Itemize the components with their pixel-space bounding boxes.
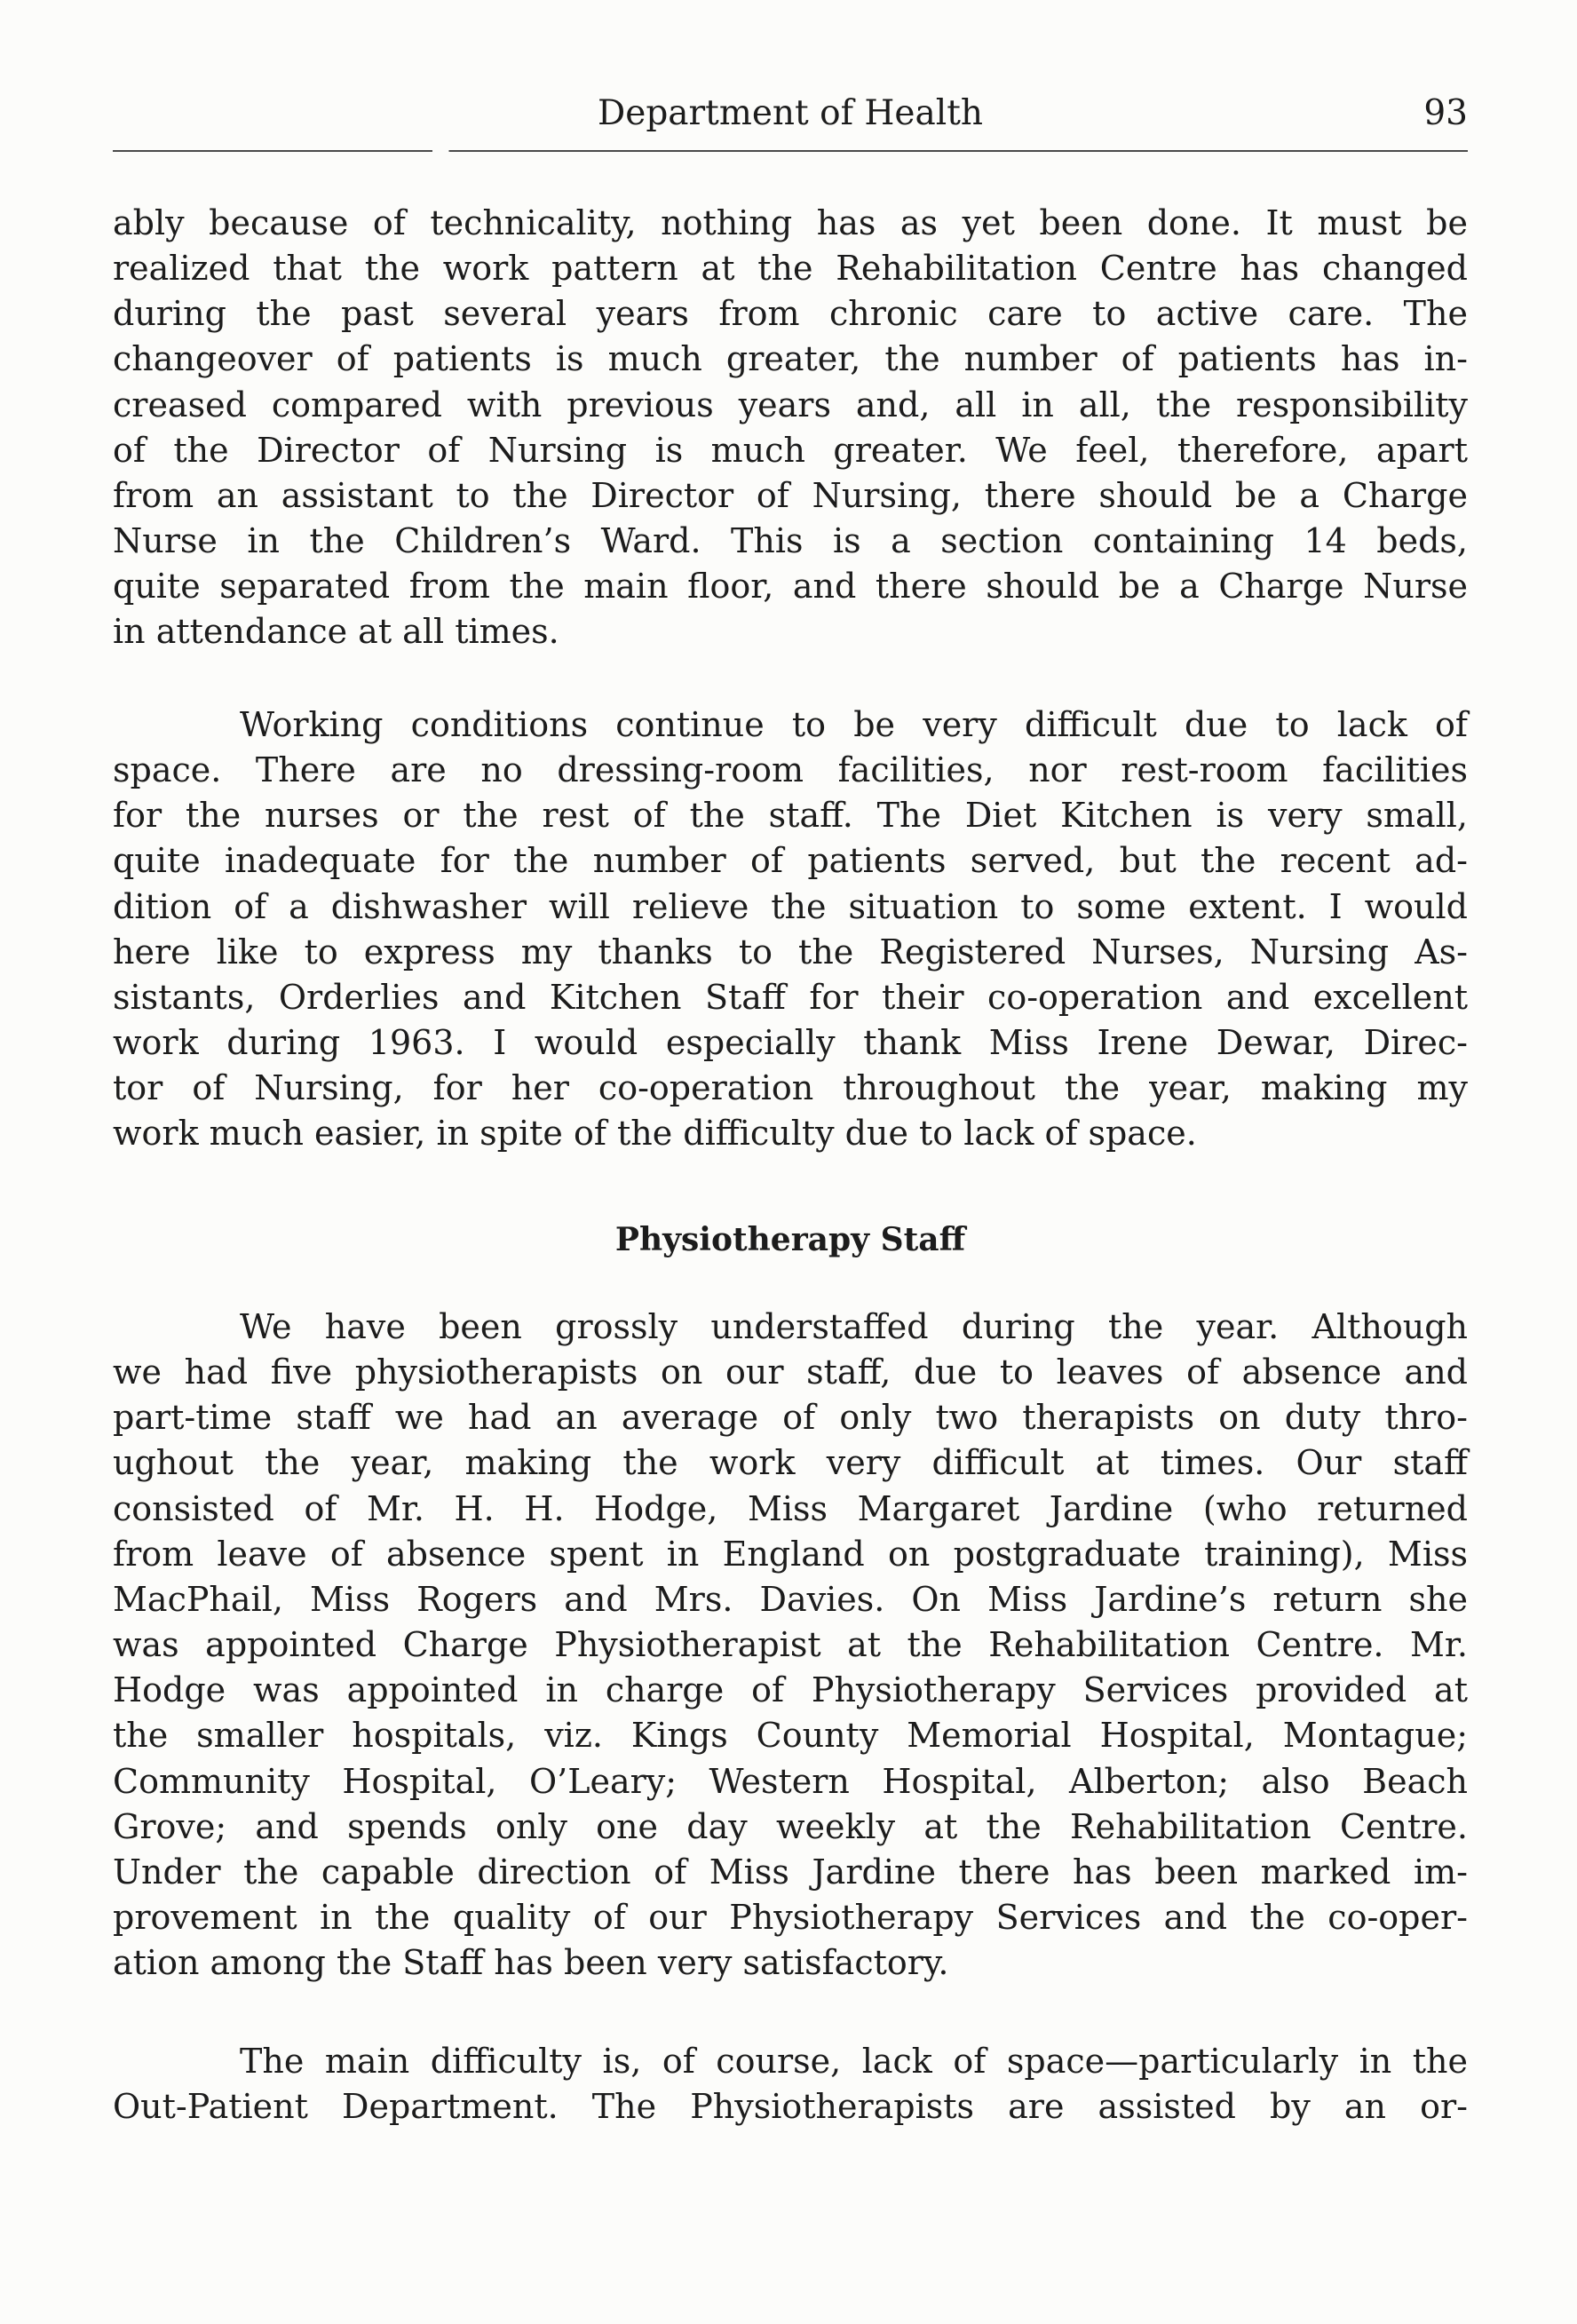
text-line: realized that the work pattern at the Rehabilitation Centre has changed xyxy=(113,249,1468,289)
text-line: Nurse in the Children’s Ward. This is a section containing 14 beds, xyxy=(113,521,1468,561)
text-line: the smaller hospitals, viz. Kings County Memorial Hospital, Montague; xyxy=(113,1716,1468,1756)
text-line: dition of a dishwasher will relieve the situation to some extent. I would xyxy=(113,886,1468,926)
text-line: creased compared with previous years and, all in all, the responsibility xyxy=(113,385,1468,424)
text-line: for the nurses or the rest of the staff. The Diet Kitchen is very small, xyxy=(113,796,1468,836)
text-line: We have been grossly understaffed during the year. Although xyxy=(240,1307,1468,1346)
text-line: Under the capable direction of Miss Jardine there has been marked im- xyxy=(113,1852,1468,1892)
text-line: work during 1963. I would especially thank Miss Irene Dewar, Direc- xyxy=(113,1023,1468,1063)
text-line: from leave of absence spent in England on postgraduate training), Miss xyxy=(113,1534,1468,1574)
text-line: sistants, Orderlies and Kitchen Staff for their co-operation and excellent xyxy=(113,977,1468,1017)
text-line: ation among the Staff has been very satisfactory. xyxy=(113,1943,949,1983)
text-line: Out-Patient Department. The Physiotherapists are assisted by an or- xyxy=(113,2087,1468,2127)
text-line: during the past several years from chronic care to active care. The xyxy=(113,294,1468,334)
page-number: 93 xyxy=(1423,93,1468,133)
text-line: consisted of Mr. H. H. Hodge, Miss Margaret Jardine (who returned xyxy=(113,1488,1468,1528)
text-line: ably because of technicality, nothing has as yet been done. It must be xyxy=(113,203,1468,242)
text-line: in attendance at all times. xyxy=(113,612,559,652)
text-line: from an assistant to the Director of Nursing, there should be a Charge xyxy=(113,475,1468,515)
text-line: changeover of patients is much greater, the number of patients has in- xyxy=(113,339,1468,379)
text-line: MacPhail, Miss Rogers and Mrs. Davies. On Miss Jardine’s return she xyxy=(113,1579,1468,1619)
running-head xyxy=(113,91,1468,137)
header-rule xyxy=(113,150,1468,152)
text-line: we had five physiotherapists on our staff, due to leaves of absence and xyxy=(113,1352,1468,1392)
text-line: Working conditions continue to be very difficult due to lack of xyxy=(240,705,1468,744)
text-line: was appointed Charge Physiotherapist at the Rehabilitation Centre. Mr. xyxy=(113,1625,1468,1665)
text-line: Hodge was appointed in charge of Physiotherapy Services provided at xyxy=(113,1670,1468,1710)
text-line: of the Director of Nursing is much greater. We feel, therefore, apart xyxy=(113,430,1468,470)
text-line: quite separated from the main floor, and there should be a Charge Nurse xyxy=(113,567,1468,607)
text-line: quite inadequate for the number of patients served, but the recent ad- xyxy=(113,841,1468,881)
paragraph xyxy=(113,702,1468,1157)
text-line: Grove; and spends only one day weekly at the Rehabilitation Centre. xyxy=(113,1806,1468,1846)
text-line: provement in the quality of our Physiotherapy Services and the co-oper- xyxy=(113,1898,1468,1938)
running-head-title: Department of Health xyxy=(597,93,984,133)
text-line: space. There are no dressing-room facilities, nor rest-room facilities xyxy=(113,750,1468,790)
paragraph xyxy=(113,2039,1468,2130)
text-line: Community Hospital, O’Leary; Western Hospital, Alberton; also Beach xyxy=(113,1761,1468,1801)
text-line: part-time staff we had an average of only two therapists on duty thro- xyxy=(113,1398,1468,1438)
text-line: here like to express my thanks to the Registered Nurses, Nursing As- xyxy=(113,932,1468,972)
section-heading: Physiotherapy Staff xyxy=(614,1221,966,1258)
text-line: ughout the year, making the work very difficult at times. Our staff xyxy=(113,1443,1468,1483)
text-line: work much easier, in spite of the difficulty due to lack of space. xyxy=(113,1114,1197,1154)
paragraph xyxy=(113,1305,1468,1986)
paragraph xyxy=(113,201,1468,655)
text-line: The main difficulty is, of course, lack of space—particularly in the xyxy=(240,2042,1468,2081)
text-line: tor of Nursing, for her co-operation throughout the year, making my xyxy=(113,1068,1468,1108)
